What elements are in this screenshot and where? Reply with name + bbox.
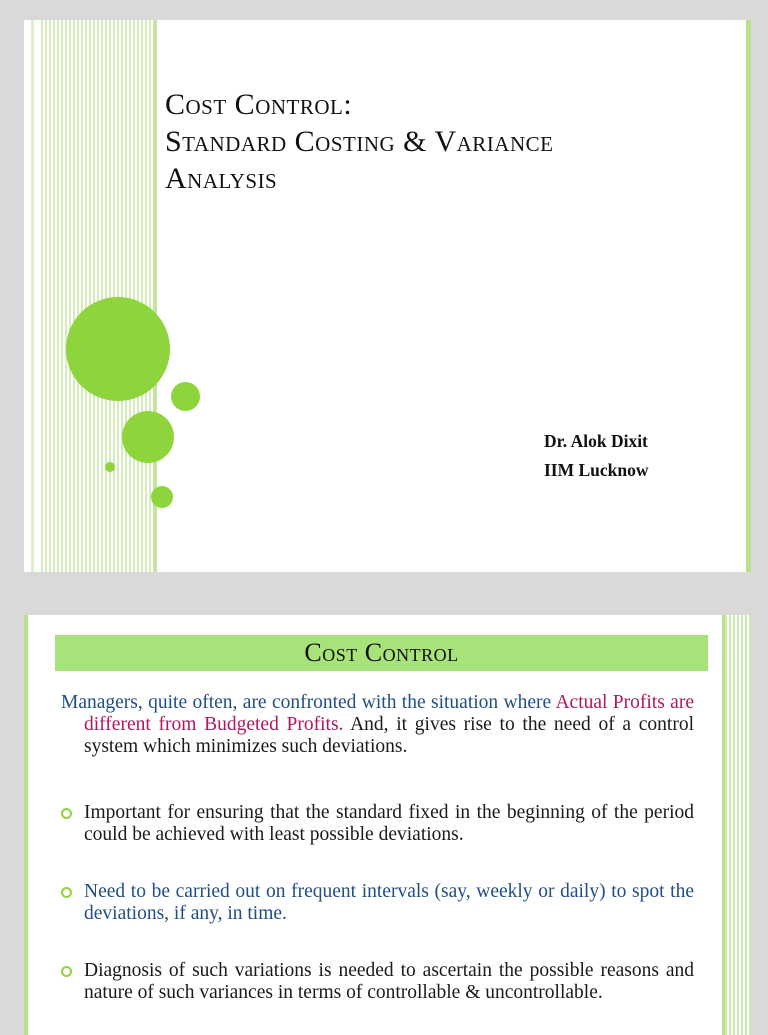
decorative-stripe <box>24 615 28 1035</box>
decorative-stripe-band <box>725 615 751 1035</box>
decorative-circle <box>151 486 173 508</box>
content-slide <box>24 615 751 1035</box>
author-block <box>544 427 649 485</box>
decorative-circle-large <box>66 297 170 401</box>
title-line: Standard Costing & Variance <box>165 125 554 158</box>
bullet-text: Diagnosis of such variations is needed to ascertain the possible reasons and nature of such variances in terms of controllable & uncontrollable. <box>84 960 694 1003</box>
slide-body <box>61 692 694 1004</box>
author-affiliation: IIM Lucknow <box>544 460 649 480</box>
author-name: Dr. Alok Dixit <box>544 431 648 451</box>
decorative-stripe <box>746 20 751 572</box>
title-slide <box>24 20 751 572</box>
intro-rest-text: And, it gives rise to the need of a control system which minimizes such deviations. <box>84 714 695 757</box>
slide-title <box>165 86 725 197</box>
decorative-circle <box>105 462 115 472</box>
bullet-item <box>61 802 694 846</box>
slide-heading-bar <box>55 635 708 671</box>
intro-paragraph <box>61 692 694 758</box>
decorative-circle <box>122 411 174 463</box>
title-line: Analysis <box>165 162 278 195</box>
bullet-circle-icon <box>61 887 72 898</box>
decorative-stripe-band <box>41 20 153 572</box>
intro-red-text: Actual Profits are different from Budgeted Profits. <box>84 692 694 735</box>
title-line: Cost Control: <box>165 88 353 121</box>
bullet-circle-icon <box>61 808 72 819</box>
intro-blue-text: Managers, quite often, are confronted with the situation where <box>61 692 552 713</box>
decorative-circle <box>171 382 200 411</box>
bullet-text: Important for ensuring that the standard fixed in the beginning of the period could be achieved with least possible deviations. <box>84 802 694 845</box>
bullet-text: Need to be carried out on frequent intervals (say, weekly or daily) to spot the deviations, if any, in time. <box>84 881 694 924</box>
bullet-item <box>61 960 694 1004</box>
decorative-stripe <box>31 20 34 572</box>
bullet-item <box>61 881 694 925</box>
bullet-circle-icon <box>61 966 72 977</box>
slide-heading: Cost Control <box>304 638 459 667</box>
